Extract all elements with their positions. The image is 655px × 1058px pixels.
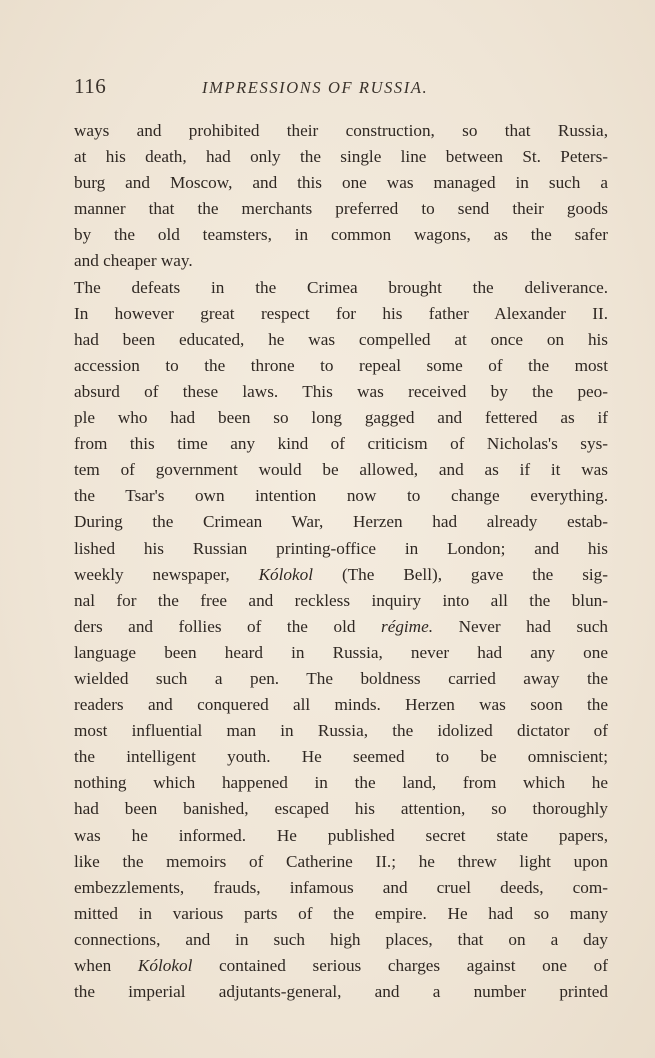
text-line: had been educated, he was compelled at once on his (74, 329, 608, 349)
text-line: most influential man in Russia, the idolized dictator of (74, 721, 608, 741)
text-line: manner that the merchants preferred to send their goods (74, 199, 608, 219)
text-line-segment: Never had such (433, 616, 608, 636)
text-line: the Tsar's own intention now to change everything. (74, 486, 608, 506)
text-line: absurd of these laws. This was received by the peo- (74, 381, 608, 401)
running-title: IMPRESSIONS OF RUSSIA. (202, 78, 429, 97)
text-line: and cheaper way. (74, 251, 193, 271)
text-line (74, 614, 608, 640)
text-line-segment: contained serious charges against one of (192, 956, 608, 975)
page-number: 116 (74, 74, 107, 98)
italic-title: régime. (381, 616, 434, 636)
text-line: accession to the throne to repeal some of the most (74, 355, 608, 375)
text-line: mitted in various parts of the empire. He had so many (74, 903, 608, 923)
text-line: from this time any kind of criticism of Nicholas's sys- (74, 434, 608, 454)
text-line: lished his Russian printing-office in London; and his (74, 538, 608, 558)
text-line: During the Crimean War, Herzen had already estab- (74, 512, 608, 532)
text-line-segment: when (74, 956, 138, 975)
text-line: The defeats in the Crimea brought the deliverance. (74, 277, 608, 297)
text-line: tem of government would be allowed, and as if it was (74, 460, 608, 480)
text-line: like the memoirs of Catherine II.; he threw light upon (74, 851, 608, 871)
text-line: at his death, had only the single line between St. Peters- (74, 147, 608, 167)
text-line: was he informed. He published secret state papers, (74, 825, 608, 845)
italic-title: Kólokol (258, 564, 314, 584)
text-line: burg and Moscow, and this one was managed in such a (74, 173, 608, 193)
text-line-segment: ders and follies of the old (74, 616, 381, 636)
text-line: wielded such a pen. The boldness carried away the (74, 668, 608, 688)
text-line: by the old teamsters, in common wagons, as the safer (74, 225, 608, 245)
text-line (74, 562, 608, 588)
text-line: connections, and in such high places, that on a day (74, 929, 608, 949)
text-line (74, 953, 608, 979)
text-line: nal for the free and reckless inquiry into all the blun- (74, 590, 608, 610)
page-header (74, 74, 608, 104)
text-line: embezzlements, frauds, infamous and cruel deeds, com- (74, 877, 608, 897)
text-line: the imperial adjutants-general, and a number printed (74, 982, 608, 1002)
text-line: readers and conquered all minds. Herzen was soon the (74, 695, 608, 715)
text-line: language been heard in Russia, never had any one (74, 642, 608, 662)
text-line: ple who had been so long gagged and fettered as if (74, 408, 608, 428)
text-line: nothing which happened in the land, from which he (74, 773, 608, 793)
text-line-segment: weekly newspaper, (74, 564, 259, 584)
text-line: had been banished, escaped his attention, so thoroughly (74, 799, 608, 819)
text-line: the intelligent youth. He seemed to be omniscient; (74, 747, 608, 767)
text-line: ways and prohibited their construction, so that Russia, (74, 121, 608, 140)
text-line: In however great respect for his father Alexander II. (74, 303, 608, 323)
text-line-segment: (The Bell), gave the sig- (313, 564, 608, 584)
italic-title: Kólokol (137, 956, 193, 975)
body-text (74, 118, 608, 1005)
